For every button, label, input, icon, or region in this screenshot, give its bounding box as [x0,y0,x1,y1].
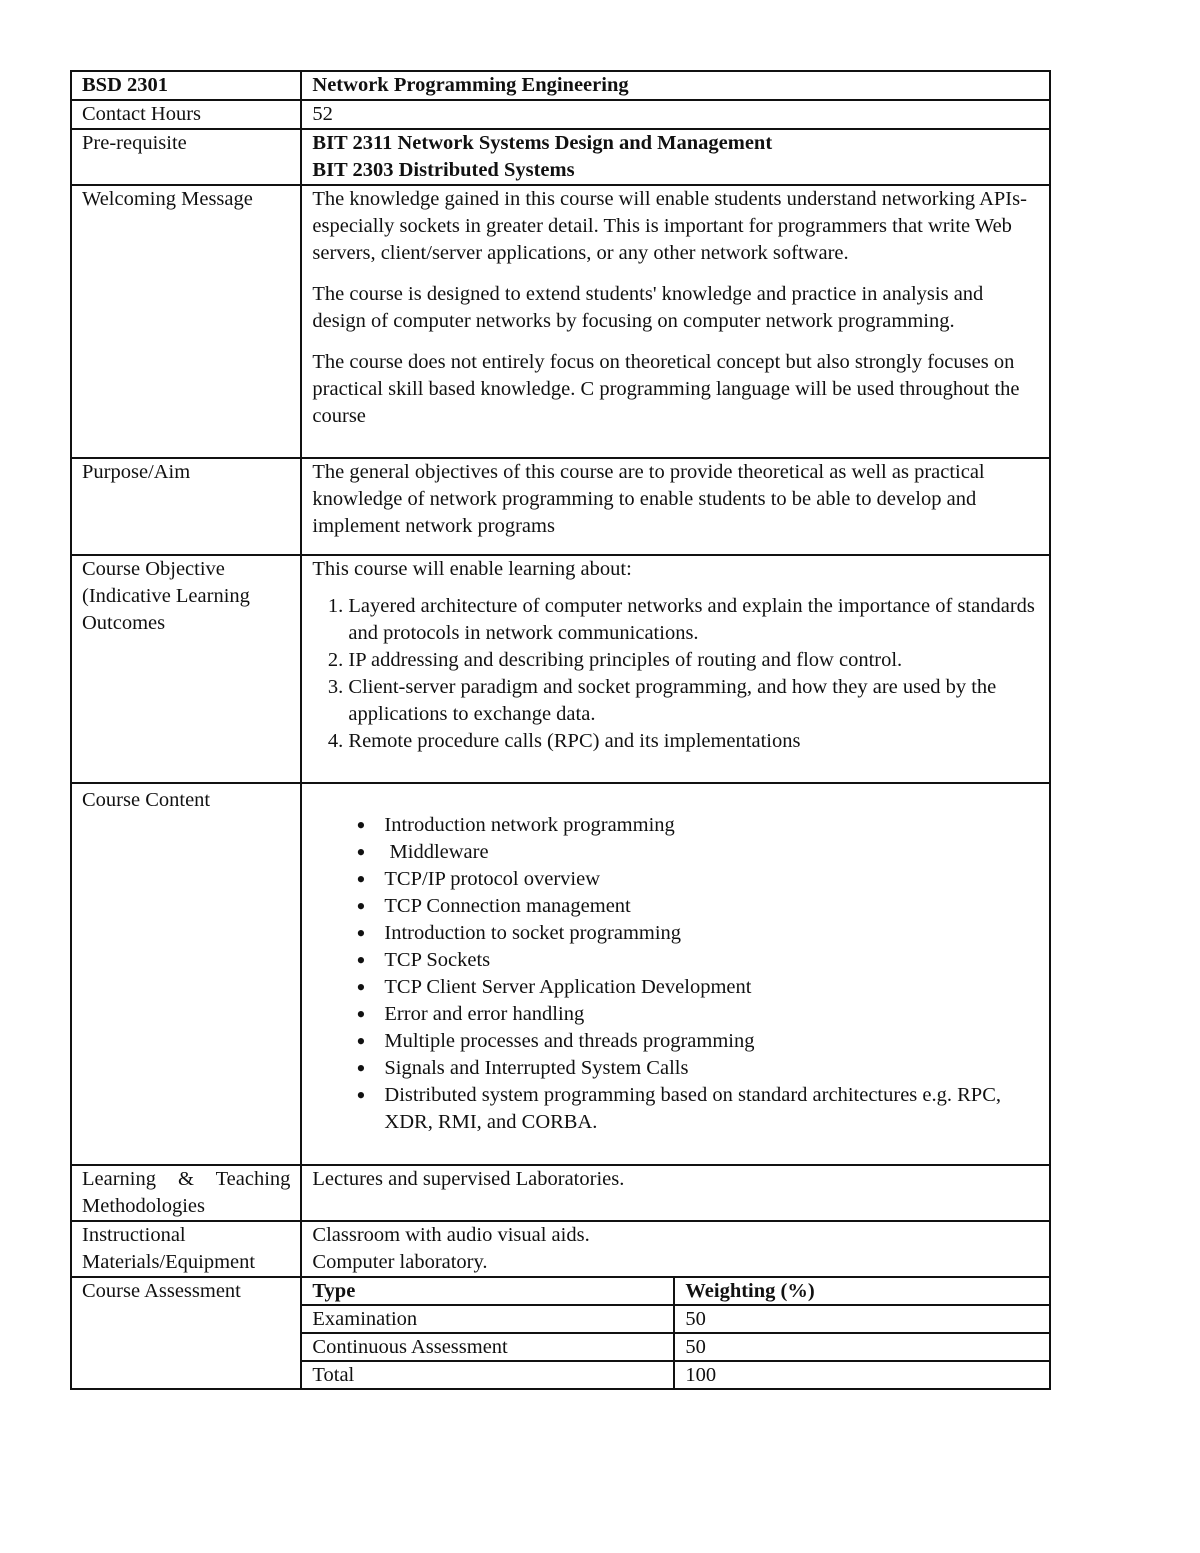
methodologies-label-line: Methodologies [82,1195,205,1217]
assessment-row-item [302,1305,1049,1333]
assessment-total-row [302,1361,1049,1388]
methodologies-value: Lectures and supervised Laboratories. [301,1165,1050,1221]
content-item: • TCP/IP protocol overview [384,866,1039,893]
assessment-table [302,1278,1049,1388]
prerequisite-value [301,129,1050,185]
contact-hours-value: 52 [301,100,1050,129]
assessment-header-weighting: Weighting (%) [674,1278,1049,1305]
materials-value [301,1221,1050,1277]
course-outline-table [70,70,1051,1390]
assessment-weighting: 50 [674,1305,1049,1333]
prerequisite-item: BIT 2311 Network Systems Design and Management [312,132,773,154]
purpose-label: Purpose/Aim [71,458,301,555]
course-title: Network Programming Engineering [301,71,1050,100]
methodologies-label-line: Learning & Teaching [82,1168,291,1190]
content-item: • Error and error handling [384,1001,1039,1028]
content-item: • TCP Client Server Application Development [384,974,1039,1001]
welcoming-paragraph: The course does not entirely focus on theoretical concept but also strongly focuses on practical skill based knowledge. C programming language will be used throughout the course [312,351,1020,427]
objectives-value [301,555,1050,783]
assessment-type: Total [302,1361,674,1388]
objective-item: 4. Remote procedure calls (RPC) and its implementations [348,728,1039,755]
content-item: • Introduction network programming [384,812,1039,839]
materials-line: Computer laboratory. [312,1251,488,1273]
materials-label [71,1221,301,1277]
methodologies-row [71,1165,1050,1221]
contact-hours-label: Contact Hours [71,100,301,129]
objective-item: 2. IP addressing and describing principles of routing and flow control. [348,647,1039,674]
content-item: • Middleware [384,839,1039,866]
assessment-row [71,1277,1050,1389]
welcoming-paragraph: The knowledge gained in this course will enable students understand networking APIs-especially sockets in greater detail. This is important for programmers that write Web servers, client/server applications, or any other network software. [312,188,1027,264]
assessment-header-row [302,1278,1049,1305]
content-value [301,783,1050,1165]
assessment-value [301,1277,1050,1389]
content-row [71,783,1050,1165]
objective-item: 3. Client-server paradigm and socket programming, and how they are used by the applications to exchange data. [348,674,1039,728]
purpose-text: The general objectives of this course are to provide theoretical as well as practical knowledge of network programming to enable students to be able to develop and implement network programs [312,461,985,537]
materials-row [71,1221,1050,1277]
prerequisite-label: Pre-requisite [71,129,301,185]
content-label: Course Content [71,783,301,1165]
assessment-header-type: Type [302,1278,674,1305]
welcoming-message-value [301,185,1050,458]
objectives-list [312,593,1039,755]
assessment-weighting: 100 [674,1361,1049,1388]
objectives-row [71,555,1050,783]
prerequisite-item: BIT 2303 Distributed Systems [312,159,575,181]
prerequisite-row [71,129,1050,185]
purpose-value [301,458,1050,555]
welcoming-message-label: Welcoming Message [71,185,301,458]
objective-item: 1. Layered architecture of computer networks and explain the importance of standards and protocols in network communications. [348,593,1039,647]
content-item: • TCP Connection management [384,893,1039,920]
course-code: BSD 2301 [71,71,301,100]
assessment-type: Continuous Assessment [302,1333,674,1361]
contact-hours-row [71,100,1050,129]
materials-line: Classroom with audio visual aids. [312,1224,590,1246]
welcoming-paragraph: The course is designed to extend students' knowledge and practice in analysis and design of computer networks by focusing on computer network programming. [312,283,984,332]
content-item: • Signals and Interrupted System Calls [384,1055,1039,1082]
assessment-type: Examination [302,1305,674,1333]
materials-label-line: Materials/Equipment [82,1251,256,1273]
content-item: • Distributed system programming based on standard architectures e.g. RPC, XDR, RMI, and CORBA. [384,1082,1039,1136]
content-list [312,812,1039,1136]
objectives-intro: This course will enable learning about: [312,558,632,580]
assessment-label: Course Assessment [71,1277,301,1389]
assessment-row-item [302,1333,1049,1361]
materials-label-line: Instructional [82,1224,186,1246]
assessment-weighting: 50 [674,1333,1049,1361]
course-code-row [71,71,1050,100]
purpose-row [71,458,1050,555]
content-item: • Multiple processes and threads programming [384,1028,1039,1055]
methodologies-label [71,1165,301,1221]
welcoming-message-row [71,185,1050,458]
objectives-label: Course Objective (Indicative Learning Outcomes [71,555,301,783]
content-item: • TCP Sockets [384,947,1039,974]
content-item: • Introduction to socket programming [384,920,1039,947]
